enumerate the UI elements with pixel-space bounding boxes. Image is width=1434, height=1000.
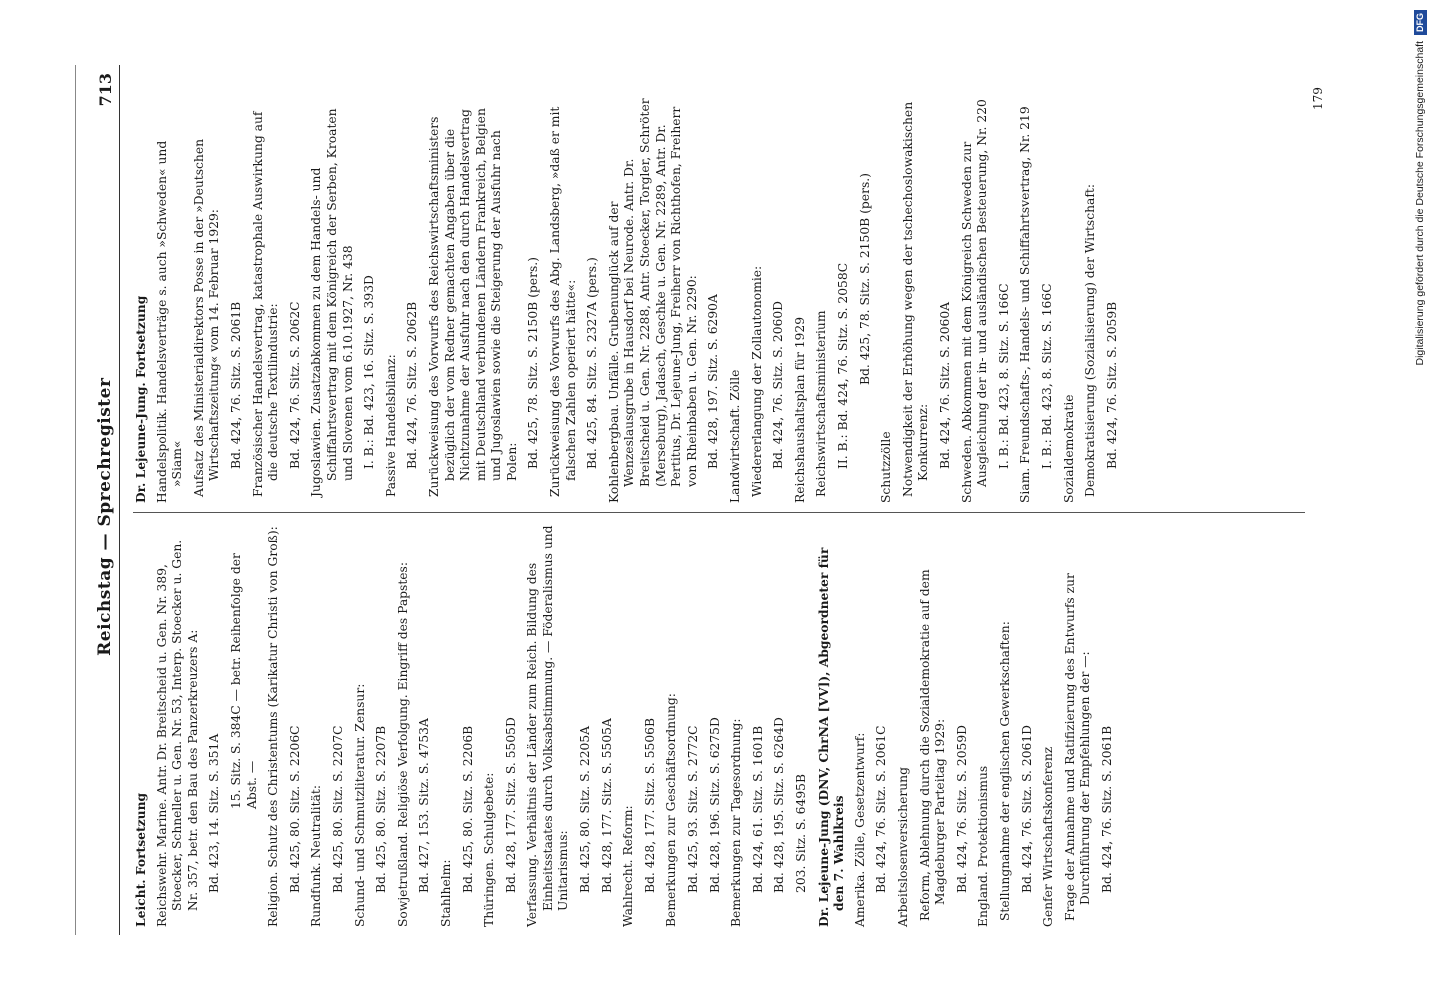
- index-entry: Sowjetrußland. Religiöse Verfolgung. Eingriff des Papstes:: [395, 561, 410, 927]
- index-head: Dr. Lejeune-Jung. Fortsetzung: [133, 295, 148, 503]
- index-ref2: 15. Sitz. S. 384C — betr. Reihenfolge der Abst. —: [228, 553, 259, 809]
- index-entry: Rundfunk. Neutralität:: [309, 785, 324, 927]
- index-ref: Bd. 424, 76. Sitz. S. 2059B: [1104, 301, 1119, 469]
- running-header: [75, 65, 115, 935]
- index-entry: Schweden. Abkommen mit dem Königreich Schweden zur Ausgleichung der in- und ausländischen Besteuerung, Nr. 220: [959, 99, 990, 503]
- signature-number: 179: [1311, 87, 1325, 110]
- index-ref2: Bd. 425, 78. Sitz. S. 2150B (pers.): [857, 173, 872, 385]
- credit-row: [1405, 10, 1434, 990]
- digitization-credit: [1405, 10, 1434, 990]
- left-column: [133, 519, 1122, 927]
- index-ref: Bd. 427, 153. Sitz. S. 4753A: [417, 718, 432, 893]
- index-sub: Demokratisierung (Sozialisierung) der Wirtschaft:: [1083, 183, 1098, 497]
- index-ref: Bd. 424, 76. Sitz. S. 2060A: [937, 301, 952, 469]
- index-sub: Jugoslawien. Zusatzabkommen zu dem Handels- und Schiffahrtsvertrag mit dem Königreich der Serben, Kroaten und Slovenen vom 6.10.1927, Nr. 438: [309, 108, 355, 497]
- index-ref: Bd. 424, 76. Sitz. S. 2059D: [954, 724, 969, 893]
- index-ref: Bd. 428, 195. Sitz. S. 6264D: [772, 717, 787, 893]
- index-sub: Aufsatz des Ministerialdirektors Posse in der »Deutschen Wirtschaftszeitung« vom 14. Februar 1929:: [191, 138, 222, 497]
- index-sub: Stellungnahme der englischen Gewerkschaften:: [997, 621, 1012, 921]
- index-entry: Verfassung. Verhältnis der Länder zum Reich. Bildung des Einheitsstaates durch Volksabstimmung. — Föderalismus und Unitarismus:: [525, 525, 571, 927]
- index-ref: Bd. 424, 76. Sitz. S. 2061D: [1019, 724, 1034, 893]
- index-sub: Notwendigkeit der Erhöhung wegen der tschechoslowakischen Konkurrenz:: [900, 101, 931, 497]
- index-ref: Bd. 428, 197. Sitz. S. 6290A: [706, 294, 721, 469]
- index-ref: II. B.: Bd. 424, 76. Sitz. S. 2058C: [835, 262, 850, 469]
- index-entry: Sozialdemokratie: [1061, 394, 1076, 503]
- index-sub: Reichswirtschaftsministerium: [814, 310, 829, 497]
- index-ref: Bd. 428, 196. Sitz. S. 6275D: [707, 717, 722, 893]
- index-ref: Bd. 424, 76. Sitz. S. 2061B: [228, 301, 243, 469]
- index-entry: Reichswehr. Marine. Antr. Dr. Breitscheid u. Gen. Nr. 389, Stoecker, Schneller u. Gen. Nr. 53, Interp. Stoecker u. Gen. Nr. 357, betr. den Bau des Panzerkreuzers A:: [154, 539, 200, 927]
- page-number: 713: [96, 73, 115, 107]
- index-head: Leicht. Fortsetzung: [133, 792, 148, 927]
- index-ref: Bd. 425, 78. Sitz. S. 2150B (pers.): [526, 257, 541, 469]
- index-ref: Bd. 424, 76. Sitz. S. 2062C: [287, 301, 302, 469]
- index-ref: Bd. 423, 14. Sitz. S. 351A: [207, 733, 222, 893]
- index-ref: I. B.: Bd. 423, 8. Sitz. S. 166C: [1039, 283, 1054, 469]
- index-ref: Bd. 425, 80. Sitz. S. 2206C: [287, 725, 302, 893]
- index-ref: Bd. 428, 177. Sitz. S. 5505A: [599, 718, 614, 893]
- index-entry: Thüringen. Schulgebete:: [482, 772, 497, 927]
- index-entry: Landwirtschaft. Zölle: [728, 369, 742, 503]
- rotated-page: [75, 65, 1325, 935]
- right-column: [133, 95, 1126, 503]
- index-entry: Religion. Schutz des Christentums (Karikatur Christi von Groß):: [266, 526, 281, 927]
- index-ref: Bd. 424, 61. Sitz. S. 1601B: [750, 725, 765, 893]
- header-rule: [119, 65, 120, 935]
- index-entry: Reichshaushaltsplan für 1929: [792, 316, 807, 503]
- index-entry: Kohlenbergbau. Unfälle. Grubenunglück auf der Wenzeslausgrube in Hausdorf bei Neurode. Antr. Dr. Breitscheid u. Gen. Nr. 2288, Antr. Stoecker, Torgler, Schröter (Merseburg), Jadasch, Geschke u. Gen. Nr. 2289, Antr. Dr. Pertitus, Dr. Lejeune-Jung, Freiherr von Richthofen, Freiherr von Rheinbaben u. Gen. Nr. 2290:: [606, 98, 699, 503]
- index-sub: Passive Handelsbilanz:: [383, 354, 398, 497]
- index-entry: Siam. Freundschafts-, Handels- und Schiffahrtsvertrag, Nr. 219: [1018, 106, 1033, 503]
- index-sub: Reform, Ablehnung durch die Sozialdemokratie auf dem Magdeburger Parteitag 1929:: [917, 569, 948, 921]
- index-ref: Bd. 428, 177. Sitz. S. 5506B: [642, 717, 657, 893]
- index-entry: Stahlhelm:: [438, 859, 453, 927]
- index-entry: Handelspolitik. Handelsverträge s. auch »Schweden« und »Siam«: [154, 140, 185, 503]
- index-ref: Bd. 425, 80. Sitz. S. 2207C: [330, 725, 345, 893]
- index-entry: England. Protektionismus: [976, 765, 991, 927]
- index-entry: Schutzzölle: [879, 431, 894, 503]
- index-ref: Bd. 425, 80. Sitz. S. 2207B: [374, 725, 389, 893]
- index-entry: Wahlrecht. Reform:: [621, 805, 636, 927]
- index-ref: Bd. 424, 76. Sitz. S. 2061B: [1099, 725, 1114, 893]
- index-sub: Französischer Handelsvertrag, katastrophale Auswirkung auf die deutsche Textilindustrie:: [250, 111, 281, 497]
- index-person: Dr. Lejeune-Jung (DNV, ChrNA [VV]), Abgeordneter für den 7. Wahlkreis: [815, 547, 847, 927]
- index-ref: I. B.: Bd. 423, 16. Sitz. S. 393D: [362, 275, 377, 469]
- index-ref: Bd. 425, 80. Sitz. S. 2206B: [460, 725, 475, 893]
- index-entry: Schund- und Schmutzliteratur. Zensur:: [352, 683, 367, 927]
- index-entry: Amerika. Zölle, Gesetzentwurf:: [852, 732, 867, 927]
- index-ref: Bd. 425, 93. Sitz. S. 2772C: [686, 725, 701, 893]
- column-divider: [133, 512, 1305, 513]
- index-ref: I. B.: Bd. 423, 8. Sitz. S. 166C: [996, 283, 1011, 469]
- index-ref: 203. Sitz. S. 6495B: [794, 773, 808, 893]
- index-sub: Wiedererlangung der Zollautonomie:: [749, 265, 764, 497]
- index-sub: Zurückweisung des Vorwurfs des Abg. Landsberg, »daß er mit falschen Zahlen operiert hätte«:: [548, 106, 578, 497]
- index-sub: Frage der Annahme und Ratifizierung des Entwurfs zur Durchführung der Empfehlungen der —:: [1062, 573, 1093, 921]
- index-ref: Bd. 424, 76. Sitz. S. 2062B: [405, 301, 420, 469]
- index-ref: Bd. 425, 80. Sitz. S. 2205A: [578, 725, 593, 893]
- index-entry: Arbeitslosenversicherung: [895, 767, 910, 927]
- index-entry: Bemerkungen zur Tagesordnung:: [729, 718, 744, 927]
- dfg-logo: DFG: [1414, 10, 1427, 35]
- index-ref: Bd. 425, 84. Sitz. S. 2327A (pers.): [585, 257, 600, 469]
- index-ref: Bd. 424, 76. Sitz. S. 2061C: [874, 725, 889, 893]
- index-ref: Bd. 428, 177. Sitz. S. 5505D: [503, 717, 518, 893]
- index-entry: Bemerkungen zur Geschäftsordnung:: [664, 693, 679, 927]
- index-entry: Genfer Wirtschaftskonferenz: [1041, 746, 1056, 927]
- index-sub: Zurückweisung des Vorwurfs des Reichswirtschaftsministers bezüglich der vom Redner gemachten Angaben über die Nichtzunahme der Ausfuhr nach den durch Handelsvertrag mit Deutschland verbundenen Ländern Frankreich, Belgien und Jugoslawien sowie die Steigerung der Ausfuhr nach Polen:: [426, 108, 519, 497]
- credit-text: Digitalisierung gefördert durch die Deutsche Forschungsgemeinschaft: [1414, 41, 1426, 366]
- index-ref: Bd. 424, 76. Sitz. S. 2060D: [771, 300, 786, 469]
- header-section: Reichstag — Sprechregister: [95, 377, 115, 656]
